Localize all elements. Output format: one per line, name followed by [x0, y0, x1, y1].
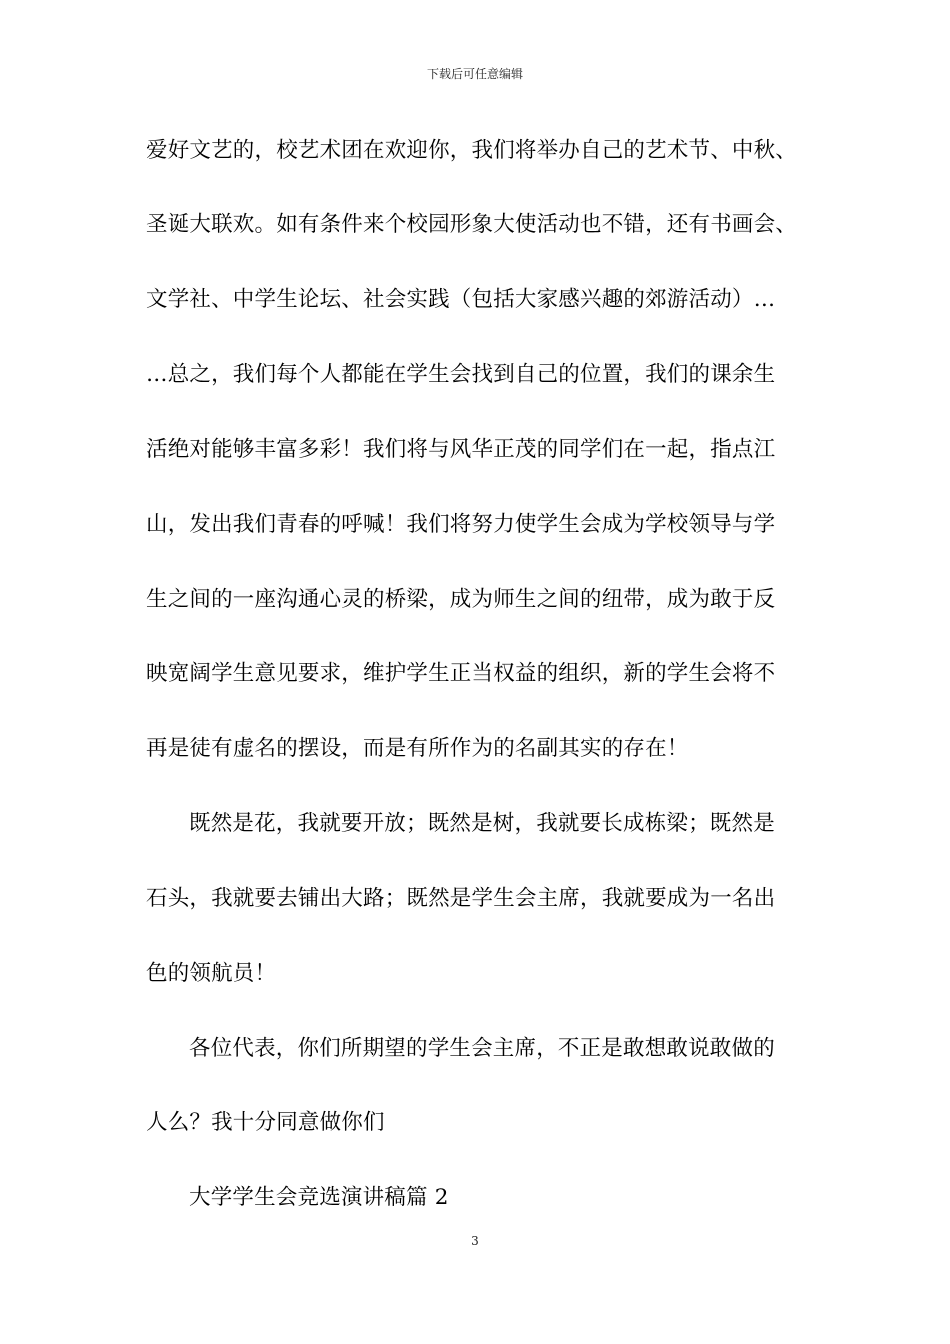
- paragraph-first-line: 各位代表，你们所期望的学生会主席，不正是敢想敢说敢做的: [189, 1036, 775, 1061]
- paragraph-first-line: 既然是花，我就要开放；既然是树，我就要长成栋梁；既然是: [189, 811, 775, 836]
- text-line: 山，发出我们青春的呼喊！我们将努力使学生会成为学校领导与学: [146, 512, 776, 537]
- page-header: 下载后可任意编辑: [426, 67, 523, 81]
- text-line: 石头，我就要去铺出大路；既然是学生会主席，我就要成为一名出: [146, 886, 776, 911]
- text-line: 人么？我十分同意做你们: [146, 1110, 385, 1135]
- text-line: 生之间的一座沟通心灵的桥梁，成为师生之间的纽带，成为敢于反: [146, 587, 776, 612]
- text-line: 映宽阔学生意见要求，维护学生正当权益的组织，新的学生会将不: [146, 661, 776, 686]
- text-line: 圣诞大联欢。如有条件来个校园形象大使活动也不错，还有书画会、: [146, 212, 798, 237]
- text-line: 爱好文艺的，校艺术团在欢迎你，我们将举办自己的艺术节、中秋、: [146, 138, 798, 163]
- section-heading: 大学学生会竞选演讲稿篇 2: [189, 1185, 449, 1210]
- text-line: 色的领航员！: [146, 961, 277, 986]
- text-line: 再是徒有虚名的摆设，而是有所作为的名副其实的存在！: [146, 736, 689, 761]
- text-line: 文学社、中学生论坛、社会实践（包括大家感兴趣的郊游活动）…: [146, 287, 776, 312]
- text-line: …总之，我们每个人都能在学生会找到自己的位置，我们的课余生: [146, 362, 776, 387]
- text-line: 活绝对能够丰富多彩！我们将与风华正茂的同学们在一起，指点江: [146, 437, 776, 462]
- page-number: 3: [471, 1234, 479, 1248]
